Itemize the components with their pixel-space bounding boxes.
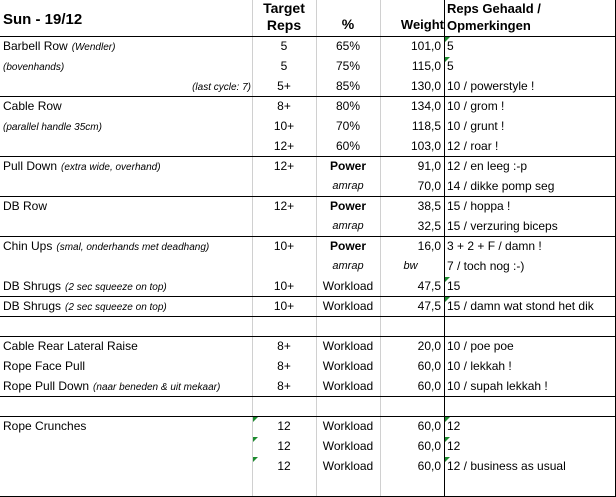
- weight-value: 70,0: [417, 179, 441, 193]
- result-cell[interactable]: 5: [447, 59, 454, 73]
- weight-cell[interactable]: [380, 276, 444, 296]
- exercise-cell[interactable]: [3, 356, 251, 376]
- weight-value: 60,0: [417, 379, 441, 393]
- weight-value: 47,5: [417, 299, 441, 313]
- percent-cell[interactable]: 65%: [335, 39, 361, 53]
- result-cell[interactable]: [447, 396, 615, 416]
- target-reps-cell[interactable]: 8+: [277, 379, 291, 393]
- target-reps-cell[interactable]: 5: [280, 59, 288, 73]
- weight-cell[interactable]: [380, 116, 444, 136]
- percent-cell[interactable]: 75%: [335, 59, 361, 73]
- percent-cell[interactable]: Power: [329, 159, 366, 173]
- weight-cell[interactable]: [380, 456, 444, 476]
- result-cell[interactable]: 15: [447, 279, 461, 293]
- table-row: [0, 416, 616, 436]
- row-divider: [0, 336, 616, 337]
- table-row: [0, 436, 616, 456]
- exercise-cell[interactable]: [3, 196, 251, 216]
- percent-cell[interactable]: 60%: [335, 139, 361, 153]
- result-cell[interactable]: 12 / en leeg :-p: [447, 159, 528, 173]
- weight-value: 60,0: [417, 439, 441, 453]
- target-reps-cell[interactable]: 12+: [273, 139, 295, 153]
- exercise-note: (extra wide, overhand): [61, 162, 161, 173]
- exercise-cell[interactable]: [3, 396, 251, 416]
- target-reps-cell[interactable]: [252, 256, 316, 276]
- table-row: [0, 56, 616, 76]
- comment-marker-icon[interactable]: [253, 417, 258, 422]
- result-cell[interactable]: 5: [447, 39, 454, 53]
- weight-cell[interactable]: [380, 176, 444, 196]
- percent-cell[interactable]: Power: [329, 199, 366, 213]
- exercise-cell[interactable]: [3, 96, 251, 116]
- weight-cell[interactable]: [380, 96, 444, 116]
- target-reps-cell[interactable]: [252, 316, 316, 336]
- exercise-cell[interactable]: [3, 276, 251, 296]
- exercise-name: DB Row: [3, 199, 48, 213]
- exercise-cell[interactable]: [3, 436, 251, 456]
- result-cell[interactable]: 10 / lekkah !: [447, 359, 512, 373]
- exercise-note: (last cycle: 7): [192, 82, 251, 93]
- percent-cell[interactable]: Workload: [322, 419, 374, 433]
- target-reps-cell[interactable]: 10+: [273, 299, 295, 313]
- exercise-cell[interactable]: [3, 256, 251, 276]
- weight-cell[interactable]: [380, 416, 444, 436]
- table-row: [0, 236, 616, 256]
- percent-cell[interactable]: Workload: [322, 379, 374, 393]
- result-cell[interactable]: 10 / poe poe: [447, 339, 514, 353]
- target-reps-cell[interactable]: 10+: [273, 119, 295, 133]
- target-reps-cell[interactable]: 5: [280, 39, 288, 53]
- percent-cell[interactable]: amrap: [332, 260, 364, 272]
- weight-value: 47,5: [417, 279, 441, 293]
- result-cell[interactable]: 3 + 2 + F / damn !: [447, 239, 542, 253]
- result-cell[interactable]: 12: [447, 419, 461, 433]
- percent-cell[interactable]: [316, 396, 380, 416]
- exercise-note: (Wendler): [71, 42, 116, 53]
- table-row: [0, 316, 616, 336]
- table-row: [0, 456, 616, 476]
- exercise-cell[interactable]: [3, 156, 251, 176]
- exercise-note: (2 sec squeeze on top): [65, 302, 167, 313]
- comment-marker-icon[interactable]: [253, 457, 258, 462]
- exercise-name: DB Shrugs: [3, 279, 62, 293]
- table-row: [0, 116, 616, 136]
- table-row: [0, 356, 616, 376]
- table-row: [0, 376, 616, 396]
- row-divider: [0, 316, 616, 317]
- table-row: [0, 256, 616, 276]
- target-reps-cell[interactable]: [252, 396, 316, 416]
- table-row: [0, 96, 616, 116]
- table-row: [0, 196, 616, 216]
- weight-cell[interactable]: [380, 216, 444, 236]
- exercise-note: (bovenhands): [3, 62, 65, 73]
- target-reps-cell[interactable]: 12+: [273, 199, 295, 213]
- exercise-name: Cable Rear Lateral Raise: [3, 339, 138, 353]
- comment-marker-icon[interactable]: [445, 437, 450, 442]
- exercise-cell[interactable]: [3, 176, 251, 196]
- result-cell[interactable]: 12 / roar !: [447, 139, 499, 153]
- target-reps-cell[interactable]: 12: [277, 439, 291, 453]
- weight-value: 60,0: [417, 459, 441, 473]
- result-cell[interactable]: 10 / grunt !: [447, 119, 505, 133]
- row-divider: [0, 296, 616, 297]
- target-reps-cell[interactable]: [252, 176, 316, 196]
- weight-value: 20,0: [417, 339, 441, 353]
- table-row: [0, 296, 616, 316]
- header-reps-remarks: Reps Gehaald / Opmerkingen: [447, 1, 541, 33]
- exercise-name: Rope Pull Down: [3, 379, 90, 393]
- table-row: [0, 136, 616, 156]
- percent-cell[interactable]: Workload: [322, 439, 374, 453]
- exercise-cell[interactable]: [3, 56, 251, 76]
- header-target-reps: Target Reps: [263, 0, 305, 33]
- target-reps-cell[interactable]: [252, 216, 316, 236]
- exercise-cell[interactable]: [3, 376, 251, 396]
- result-cell[interactable]: 12: [447, 439, 461, 453]
- result-cell[interactable]: 7 / toch nog :-): [447, 259, 525, 273]
- table-row: [0, 276, 616, 296]
- table-row: [0, 156, 616, 176]
- exercise-name: Cable Row: [3, 99, 62, 113]
- exercise-cell[interactable]: [3, 36, 251, 56]
- weight-value: 91,0: [417, 159, 441, 173]
- row-divider: [0, 396, 616, 397]
- table-row: [0, 336, 616, 356]
- exercise-note: (smal, onderhands met deadhang): [56, 242, 210, 253]
- target-reps-cell[interactable]: 12+: [273, 159, 295, 173]
- result-cell[interactable]: 10 / powerstyle !: [447, 79, 535, 93]
- weight-value: 38,5: [417, 199, 441, 213]
- table-row: [0, 76, 616, 96]
- result-cell[interactable]: 15 / hoppa !: [447, 199, 511, 213]
- weight-cell[interactable]: [380, 56, 444, 76]
- header-weight: Weight: [400, 17, 444, 32]
- result-cell[interactable]: [447, 316, 615, 336]
- comment-marker-icon[interactable]: [445, 277, 450, 282]
- target-reps-cell[interactable]: 12: [277, 419, 291, 433]
- row-divider: [0, 36, 616, 37]
- exercise-note: (parallel handle 35cm): [3, 122, 102, 133]
- percent-cell[interactable]: [316, 316, 380, 336]
- result-cell[interactable]: 14 / dikke pomp seg: [447, 179, 555, 193]
- percent-cell[interactable]: amrap: [332, 180, 364, 192]
- exercise-note: (naar beneden & uit mekaar): [93, 382, 221, 393]
- weight-cell[interactable]: [380, 376, 444, 396]
- comment-marker-icon[interactable]: [445, 297, 450, 302]
- weight-value: bw: [403, 260, 418, 272]
- percent-cell[interactable]: amrap: [332, 220, 364, 232]
- table-row: [0, 216, 616, 236]
- column-divider: [380, 0, 381, 497]
- result-cell[interactable]: 10 / supah lekkah !: [447, 379, 548, 393]
- sheet-title: Sun - 19/12: [3, 11, 83, 28]
- exercise-cell[interactable]: [3, 116, 251, 136]
- row-divider: [0, 416, 616, 417]
- target-reps-cell[interactable]: 8+: [277, 359, 291, 373]
- exercise-cell[interactable]: [3, 416, 251, 436]
- weight-value: 118,5: [411, 119, 441, 133]
- target-reps-cell[interactable]: 12: [277, 459, 291, 473]
- weight-cell[interactable]: [380, 136, 444, 156]
- exercise-name: Pull Down: [3, 159, 58, 173]
- result-cell[interactable]: 12 / business as usual: [447, 459, 566, 473]
- result-cell[interactable]: 15 / verzuring biceps: [447, 219, 558, 233]
- exercise-cell[interactable]: [3, 336, 251, 356]
- row-divider: [0, 156, 616, 157]
- weight-cell[interactable]: [380, 236, 444, 256]
- target-reps-cell[interactable]: 5+: [277, 79, 291, 93]
- target-reps-cell[interactable]: 10+: [273, 279, 295, 293]
- percent-cell[interactable]: Workload: [322, 299, 374, 313]
- weight-value: 60,0: [417, 419, 441, 433]
- target-reps-cell[interactable]: 10+: [273, 239, 295, 253]
- exercise-cell[interactable]: [3, 76, 251, 96]
- target-reps-cell[interactable]: 8+: [277, 99, 291, 113]
- column-divider: [444, 0, 445, 497]
- target-reps-cell[interactable]: 8+: [277, 339, 291, 353]
- percent-cell[interactable]: Workload: [322, 459, 374, 473]
- row-divider: [0, 236, 616, 237]
- weight-cell[interactable]: [380, 36, 444, 56]
- comment-marker-icon[interactable]: [445, 417, 450, 422]
- exercise-cell[interactable]: [3, 136, 251, 156]
- percent-cell[interactable]: 70%: [335, 119, 361, 133]
- weight-value: 32,5: [417, 219, 441, 233]
- percent-cell[interactable]: Workload: [322, 359, 374, 373]
- row-divider: [0, 96, 616, 97]
- percent-cell[interactable]: Power: [329, 239, 366, 253]
- weight-value: 16,0: [417, 239, 441, 253]
- exercise-name: Barbell Row: [3, 39, 68, 53]
- weight-cell[interactable]: [380, 356, 444, 376]
- exercise-cell[interactable]: [3, 216, 251, 236]
- comment-marker-icon[interactable]: [445, 457, 450, 462]
- weight-cell[interactable]: [380, 196, 444, 216]
- comment-marker-icon[interactable]: [253, 437, 258, 442]
- exercise-cell[interactable]: [3, 296, 251, 316]
- weight-cell[interactable]: [380, 76, 444, 96]
- exercise-cell[interactable]: [3, 236, 251, 256]
- table-row: [0, 36, 616, 56]
- comment-marker-icon[interactable]: [445, 57, 450, 62]
- exercise-name: Rope Face Pull: [3, 359, 86, 373]
- exercise-note: (2 sec squeeze on top): [65, 282, 167, 293]
- column-divider: [316, 0, 317, 497]
- weight-cell[interactable]: [380, 316, 444, 336]
- weight-value: 103,0: [410, 139, 441, 153]
- result-cell[interactable]: 15 / damn wat stond het dik: [447, 299, 594, 313]
- weight-value: 101,0: [410, 39, 441, 53]
- weight-cell[interactable]: [380, 256, 444, 276]
- weight-cell[interactable]: [380, 396, 444, 416]
- table-row: [0, 396, 616, 416]
- exercise-cell[interactable]: [3, 456, 251, 476]
- percent-cell[interactable]: Workload: [322, 279, 374, 293]
- column-divider: [252, 0, 253, 497]
- weight-cell[interactable]: [380, 296, 444, 316]
- header-percent: %: [341, 16, 355, 32]
- weight-cell[interactable]: [380, 336, 444, 356]
- exercise-name: DB Shrugs: [3, 299, 62, 313]
- weight-value: 130,0: [410, 79, 441, 93]
- weight-value: 60,0: [417, 359, 441, 373]
- weight-value: 115,0: [411, 59, 441, 73]
- comment-marker-icon[interactable]: [445, 37, 450, 42]
- weight-value: 134,0: [410, 99, 441, 113]
- result-cell[interactable]: 10 / grom !: [447, 99, 505, 113]
- weight-cell[interactable]: [380, 436, 444, 456]
- table-row: [0, 176, 616, 196]
- percent-cell[interactable]: Workload: [322, 339, 374, 353]
- weight-cell[interactable]: [380, 156, 444, 176]
- exercise-name: Rope Crunches: [3, 419, 87, 433]
- percent-cell[interactable]: 85%: [335, 79, 361, 93]
- row-divider: [0, 196, 616, 197]
- exercise-name: Chin Ups: [3, 239, 53, 253]
- percent-cell[interactable]: 80%: [335, 99, 361, 113]
- exercise-cell[interactable]: [3, 316, 251, 336]
